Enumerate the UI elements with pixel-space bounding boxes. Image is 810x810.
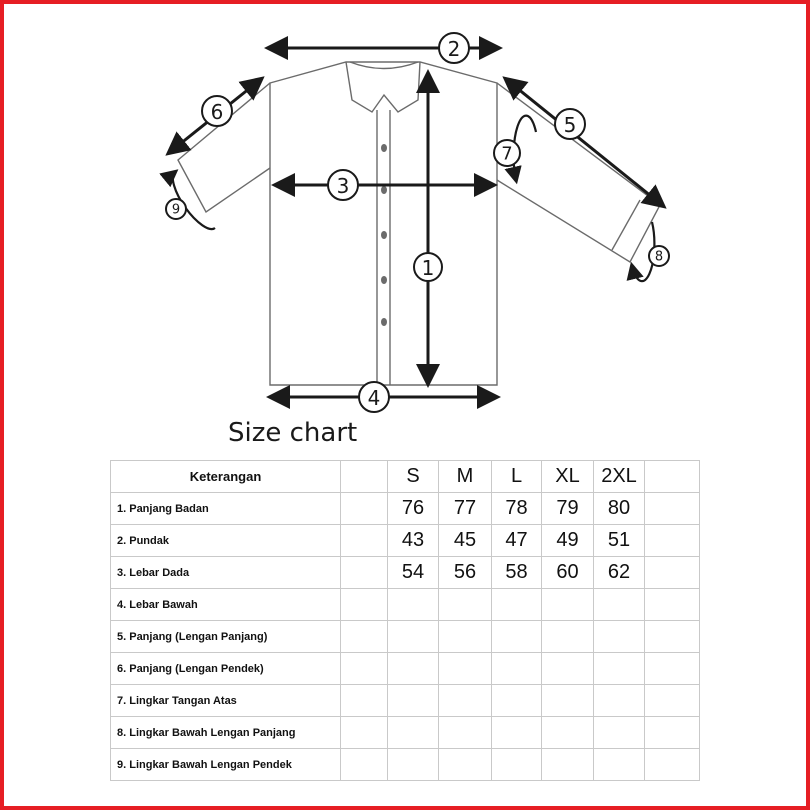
size-value-cell	[439, 621, 492, 653]
size-value-cell	[542, 653, 594, 685]
header-size: M	[439, 461, 492, 493]
table-row	[111, 717, 700, 749]
size-value-cell: 78	[492, 493, 542, 525]
marker-8: 8	[654, 249, 664, 265]
size-value-cell	[542, 749, 594, 781]
size-value-cell	[542, 621, 594, 653]
row-spacer	[341, 749, 388, 781]
marker-4: 4	[367, 386, 381, 410]
row-spacer	[645, 525, 700, 557]
row-spacer	[645, 621, 700, 653]
row-spacer	[341, 653, 388, 685]
size-value-cell	[492, 717, 542, 749]
marker-9: 9	[171, 202, 181, 218]
size-value-cell	[439, 749, 492, 781]
header-size: 2XL	[594, 461, 645, 493]
header-spacer	[645, 461, 700, 493]
marker-circles	[166, 33, 669, 412]
size-value-cell: 56	[439, 557, 492, 589]
size-value-cell	[594, 653, 645, 685]
marker-6: 6	[210, 100, 224, 124]
size-value-cell	[388, 621, 439, 653]
header-spacer	[341, 461, 388, 493]
shirt-outline	[178, 62, 660, 385]
size-value-cell	[492, 685, 542, 717]
marker-3: 3	[336, 174, 350, 198]
header-size: L	[492, 461, 542, 493]
row-label: 6. Panjang (Lengan Pendek)	[111, 653, 341, 685]
row-label: 8. Lingkar Bawah Lengan Panjang	[111, 717, 341, 749]
row-label: 3. Lebar Dada	[111, 557, 341, 589]
row-spacer	[645, 493, 700, 525]
size-value-cell: 51	[594, 525, 645, 557]
size-value-cell: 54	[388, 557, 439, 589]
shirt-buttons	[381, 144, 387, 326]
size-value-cell	[594, 589, 645, 621]
row-label: 4. Lebar Bawah	[111, 589, 341, 621]
marker-5: 5	[563, 113, 577, 137]
size-value-cell	[492, 621, 542, 653]
row-label: 2. Pundak	[111, 525, 341, 557]
size-value-cell: 80	[594, 493, 645, 525]
size-table	[110, 460, 700, 781]
table-row	[111, 749, 700, 781]
size-value-cell	[594, 717, 645, 749]
size-value-cell	[439, 685, 492, 717]
row-label: 7. Lingkar Tangan Atas	[111, 685, 341, 717]
size-value-cell	[439, 589, 492, 621]
size-value-cell	[388, 749, 439, 781]
size-value-cell	[594, 749, 645, 781]
size-value-cell: 77	[439, 493, 492, 525]
size-value-cell: 47	[492, 525, 542, 557]
row-spacer	[341, 621, 388, 653]
header-size: S	[388, 461, 439, 493]
size-value-cell	[492, 653, 542, 685]
row-spacer	[341, 717, 388, 749]
row-spacer	[341, 557, 388, 589]
size-value-cell	[388, 589, 439, 621]
size-value-cell	[439, 653, 492, 685]
size-value-cell: 79	[542, 493, 594, 525]
marker-1: 1	[421, 256, 435, 280]
table-row	[111, 653, 700, 685]
row-spacer	[341, 493, 388, 525]
measure-arrows	[170, 48, 662, 397]
size-chart-title: Size chart	[228, 418, 358, 448]
row-spacer	[341, 685, 388, 717]
row-spacer	[645, 653, 700, 685]
row-spacer	[645, 749, 700, 781]
header-size: XL	[542, 461, 594, 493]
table-row	[111, 685, 700, 717]
arrow-5	[507, 80, 662, 205]
size-value-cell: 62	[594, 557, 645, 589]
size-value-cell: 43	[388, 525, 439, 557]
row-spacer	[341, 589, 388, 621]
size-value-cell: 49	[542, 525, 594, 557]
size-value-cell: 60	[542, 557, 594, 589]
size-value-cell	[542, 717, 594, 749]
row-label: 1. Panjang Badan	[111, 493, 341, 525]
size-value-cell	[594, 685, 645, 717]
row-spacer	[645, 557, 700, 589]
table-row	[111, 589, 700, 621]
size-value-cell	[542, 685, 594, 717]
row-spacer	[645, 589, 700, 621]
row-label: 9. Lingkar Bawah Lengan Pendek	[111, 749, 341, 781]
row-spacer	[645, 685, 700, 717]
table-row	[111, 493, 700, 525]
size-value-cell	[388, 717, 439, 749]
size-value-cell	[388, 685, 439, 717]
row-label: 5. Panjang (Lengan Panjang)	[111, 621, 341, 653]
row-spacer	[645, 717, 700, 749]
size-value-cell: 45	[439, 525, 492, 557]
table-row	[111, 621, 700, 653]
marker-2: 2	[447, 37, 461, 61]
size-value-cell	[492, 749, 542, 781]
table-header-row	[111, 461, 700, 493]
header-keterangan: Keterangan	[111, 461, 341, 493]
row-spacer	[341, 525, 388, 557]
marker-7: 7	[501, 143, 513, 165]
size-value-cell	[388, 653, 439, 685]
table-row	[111, 557, 700, 589]
size-value-cell: 58	[492, 557, 542, 589]
size-value-cell: 76	[388, 493, 439, 525]
size-value-cell	[542, 589, 594, 621]
table-row	[111, 525, 700, 557]
size-value-cell	[594, 621, 645, 653]
size-value-cell	[439, 717, 492, 749]
size-value-cell	[492, 589, 542, 621]
